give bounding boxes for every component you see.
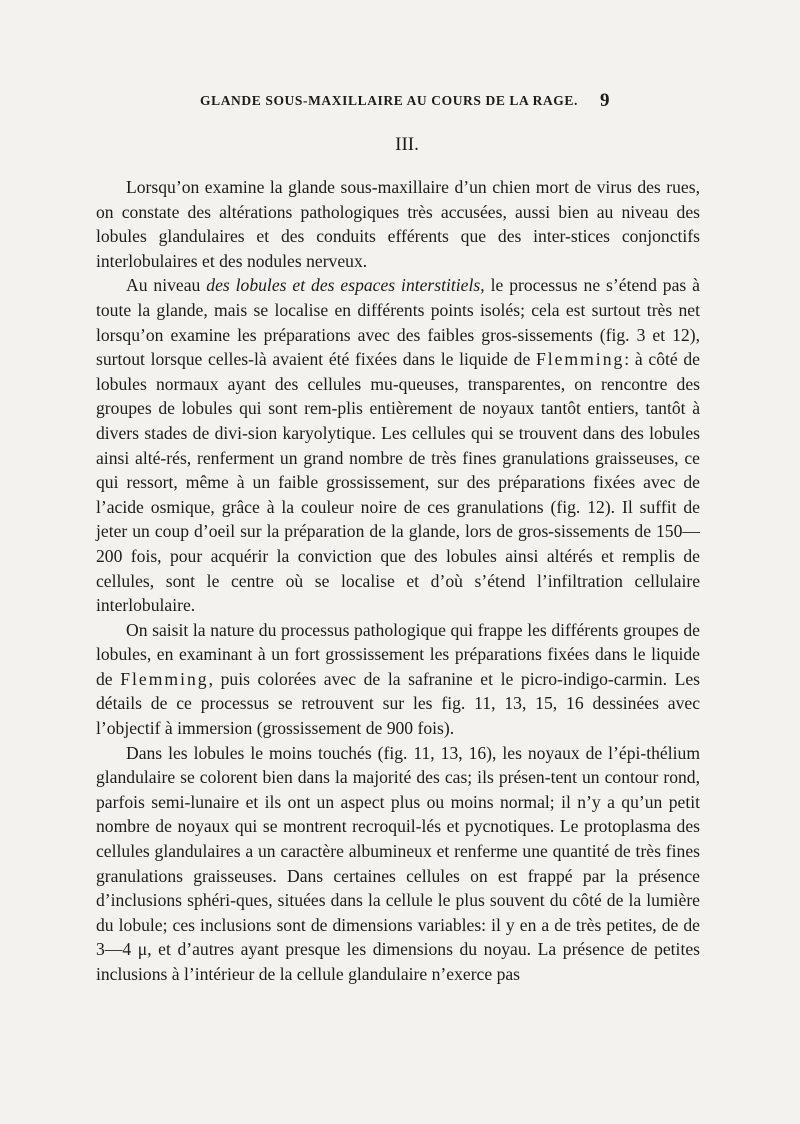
paragraph-2-italic: des lobules et des espaces interstitiels	[206, 275, 481, 296]
paragraph-3	[96, 618, 700, 741]
paragraph-2-author-name: Flemming	[535, 349, 625, 370]
paragraph-2-text-c: , le processus ne s’étend pas à toute la glande, mais se localise en différents points isolés; cela est surtout très net lorsqu’on examine les préparations avec des faibles gros-sissements (fig. 3 et 12), surtout lorsque celles-là avaient été fixées dans le liquide de	[96, 275, 700, 370]
page-header	[0, 90, 800, 114]
body-text	[96, 175, 700, 987]
paragraph-2	[96, 273, 700, 617]
paragraph-2-text-e: : à côté de lobules normaux ayant des cellules mu-queuses, transparentes, on rencontre des groupes de lobules qui sont rem-plis entièrement de noyaux tantôt entiers, tantôt à divers stades de divi-sion karyolytique. Les cellules qui se trouvent dans des lobules ainsi alté-rés, renferment un grand nombre de très fines granulations graisseuses, ce qui ressort, même à un faible grossissement, sur des préparations fixées avec de l’acide osmique, grâce à la couleur noire de ces granulations (fig. 12). Il suffit de jeter un coup d’oeil sur la préparation de la glande, lors de gros-sissements de 150—200 fois, pour acquérir la conviction que des lobules ainsi altérés et remplis de cellules, sont le centre où se localise et d’où s’étend l’infiltration cellulaire interlobulaire.	[96, 349, 700, 616]
paragraph-3-author-name: Flemming	[120, 668, 209, 689]
paragraph-4: Dans les lobules le moins touchés (fig. 11, 13, 16), les noyaux de l’épi-thélium glandulaire se colorent bien dans la majorité des cas; ils présen-tent un contour rond, parfois semi-lunaire et ils ont un aspect plus ou moins normal; il n’y a qu’un petit nombre de noyaux qui se montrent recroquil-lés et pycnotiques. Le protoplasma des cellules glandulaires a un caractère albumineux et renferme une quantité de très fines granulations graisseuses. Dans certaines cellules on est frappé par la présence d’inclusions sphéri-ques, situées dans la cellule le plus souvent du côté de la lumière du lobule; ces inclusions sont de dimensions variables: il y en a de très petites, de de 3—4 μ, et d’autres ayant presque les dimensions du noyau. La présence de petites inclusions à l’intérieur de la cellule glandulaire n’exerce pas	[96, 742, 700, 984]
running-title: GLANDE SOUS-MAXILLAIRE AU COURS DE LA RAGE.	[200, 93, 578, 108]
section-heading: III.	[395, 134, 419, 155]
page-number: 9	[600, 90, 610, 111]
paragraph-3-text-c: , puis colorées avec de la safranine et le picro-indigo-carmin. Les détails de ce processus se retrouvent sur les fig. 11, 13, 15, 16 dessinées avec l’objectif à immersion (grossissement de 900 fois).	[96, 668, 700, 739]
paragraph-2-text-a: Au niveau	[126, 275, 207, 296]
paragraph-1: Lorsqu’on examine la glande sous-maxillaire d’un chien mort de virus des rues, on constate des altérations pathologiques très accusées, aussi bien au niveau des lobules glandulaires et des conduits efférents que des inter-stices conjonctifs interlobulaires et des nodules nerveux.	[96, 177, 700, 271]
paragraph-3-text-a: On saisit la nature du processus pathologique qui frappe les différents groupes de lobules, en examinant à un fort grossissement les préparations fixées dans le liquide de	[96, 619, 700, 689]
